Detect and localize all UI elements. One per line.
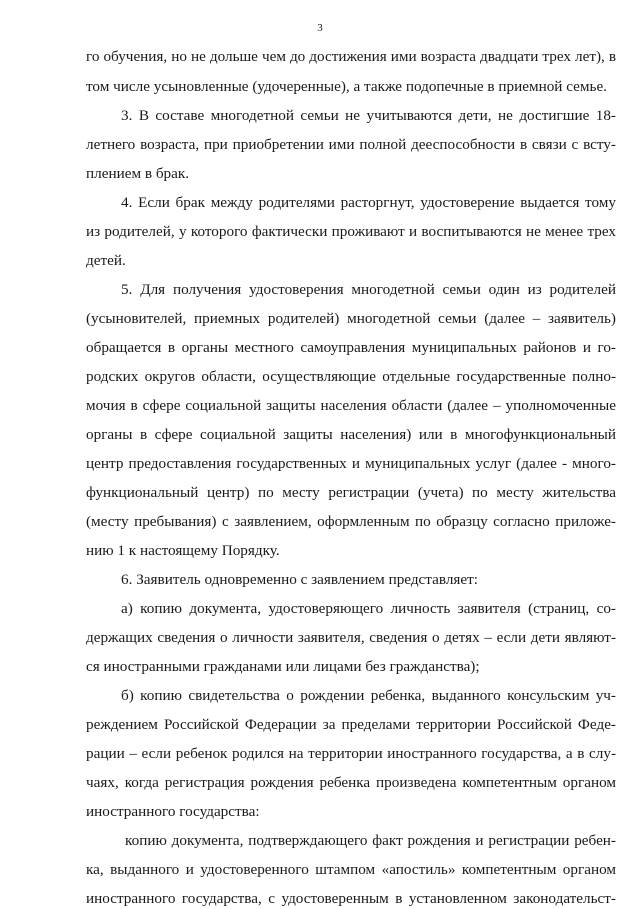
text-line: плением в брак.	[86, 165, 190, 182]
text-line: летнего возраста, при приобретении ими полной дееспособности в связи с всту-	[86, 136, 616, 153]
text-line: (усыновителей, приемных родителей) многодетной семьи (далее – заявитель)	[86, 310, 616, 327]
text-line: нию 1 к настоящему Порядку.	[86, 542, 280, 559]
text-line: детей.	[86, 252, 126, 269]
text-line: 6. Заявитель одновременно с заявлением представляет:	[121, 571, 478, 588]
text-line: обращается в органы местного самоуправления муниципальных районов и го-	[86, 339, 616, 356]
text-line: рации – если ребенок родился на территории иностранного государства, а в слу-	[86, 745, 616, 762]
text-line: иностранного государства, с удостоверенным в установленном законодательст-	[86, 890, 616, 907]
page-number: 3	[317, 22, 323, 34]
text-line: из родителей, у которого фактически проживают и воспитываются не менее трех	[86, 223, 616, 240]
text-line: центр предоставления государственных и муниципальных услуг (далее - много-	[86, 455, 616, 472]
text-line: держащих сведения о личности заявителя, сведения о детях – если дети являют-	[86, 629, 616, 646]
text-line: том числе усыновленные (удочеренные), а также подопечные в приемной семье.	[86, 78, 607, 95]
text-line: органы в сфере социальной защиты населения) или в многофункциональный	[86, 426, 616, 443]
text-line: го обучения, но не дольше чем до достижения ими возраста двадцати трех лет), в	[86, 48, 616, 65]
text-line: родских округов области, осуществляющие отдельные государственные полно-	[86, 368, 616, 385]
text-line: б) копию свидетельства о рождении ребенка, выданного консульским уч-	[121, 687, 616, 704]
text-line: функциональный центр) по месту регистрации (учета) по месту жительства	[86, 484, 616, 501]
text-line: копию документа, подтверждающего факт рождения и регистрации ребен-	[125, 832, 616, 849]
text-line: 3. В составе многодетной семьи не учитываются дети, не достигшие 18-	[121, 107, 616, 124]
text-line: 4. Если брак между родителями расторгнут, удостоверение выдается тому	[121, 194, 616, 211]
text-line: мочия в сфере социальной защиты населения области (далее – уполномоченные	[86, 397, 616, 414]
text-line: ка, выданного и удостоверенного штампом «апостиль» компетентным органом	[86, 861, 616, 878]
text-line: реждением Российской Федерации за пределами территории Российской Феде-	[86, 716, 616, 733]
text-line: 5. Для получения удостоверения многодетной семьи один из родителей	[121, 281, 616, 298]
text-line: а) копию документа, удостоверяющего личность заявителя (страниц, со-	[121, 600, 616, 617]
text-line: ся иностранными гражданами или лицами без гражданства);	[86, 658, 480, 675]
text-line: (месту пребывания) с заявлением, оформленным по образцу согласно приложе-	[86, 513, 616, 530]
text-line: чаях, когда регистрация рождения ребенка произведена компетентным органом	[86, 774, 616, 791]
text-line: иностранного государства:	[86, 803, 260, 820]
